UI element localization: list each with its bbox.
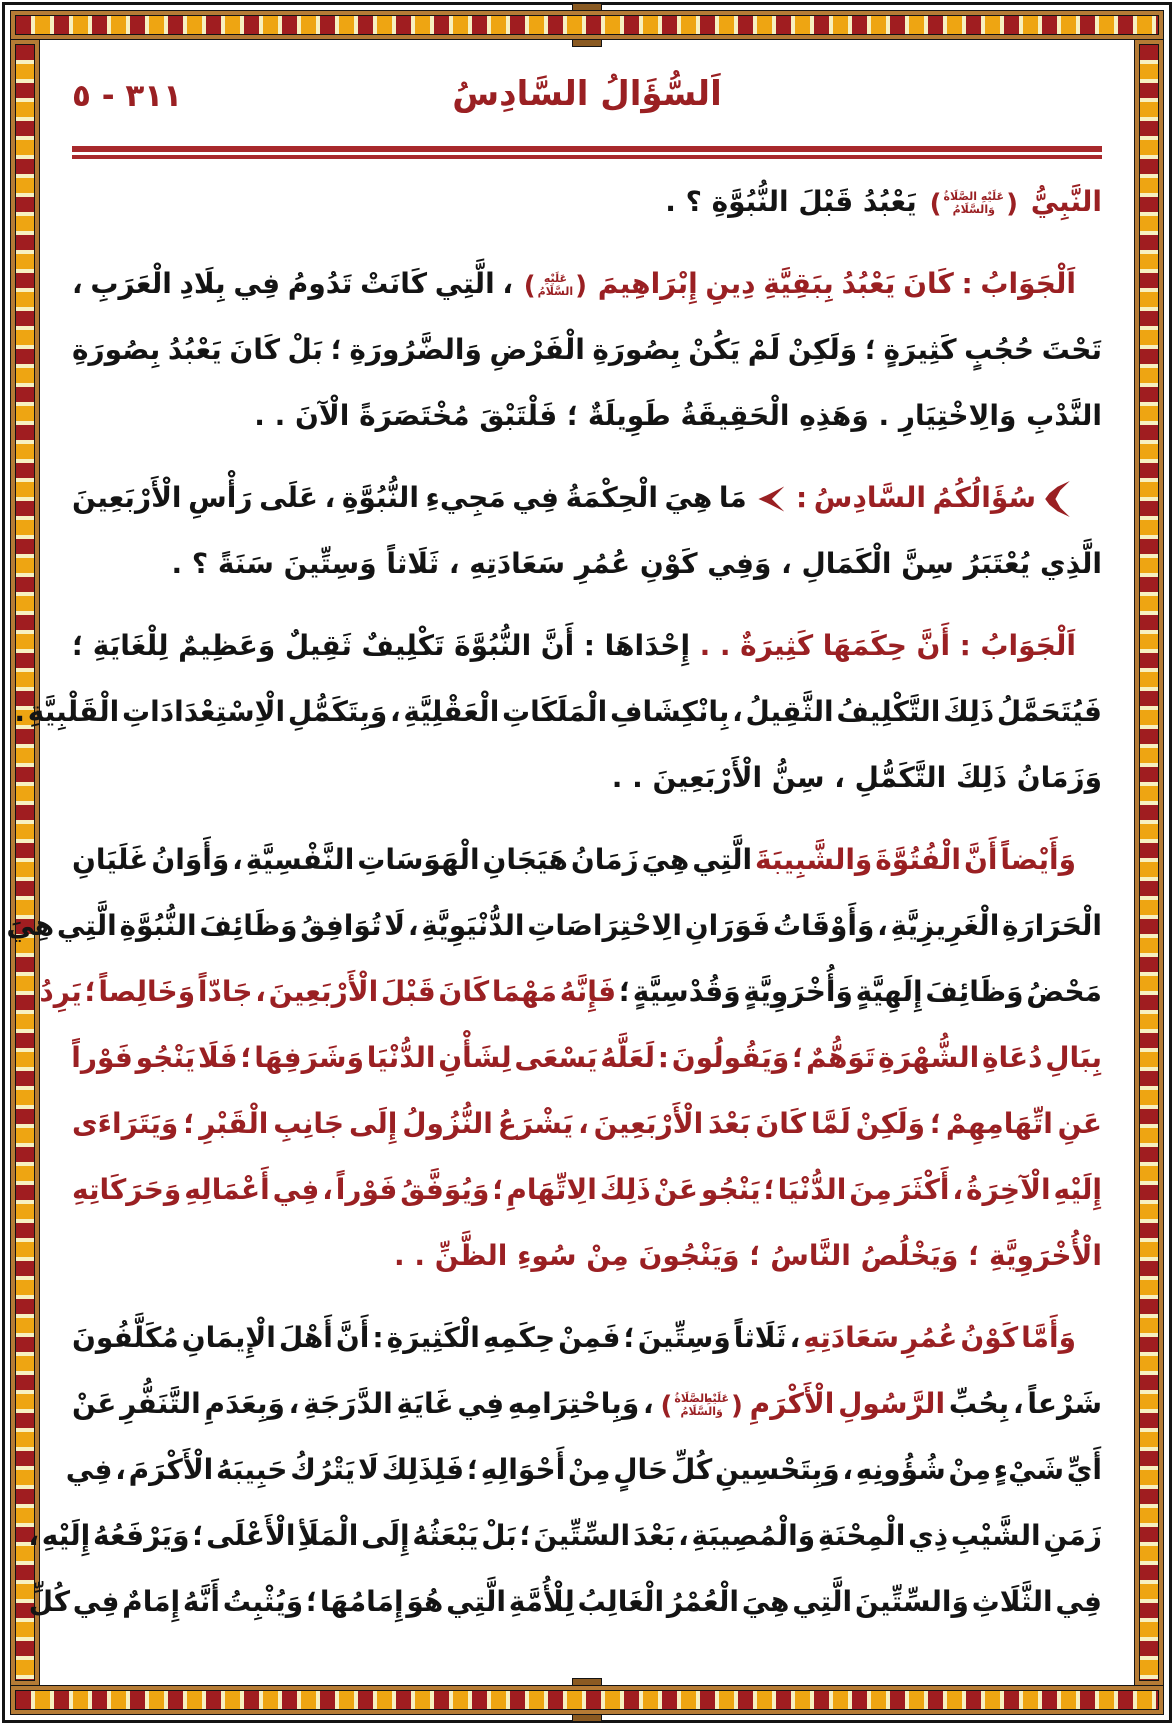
header-double-rule — [72, 146, 1102, 159]
honorific-stamp — [930, 170, 1018, 237]
text-segment: أَيِّ شَيْءٍ مِنْ شُؤُونِهِ ، وَبِتَحْسِينِ كُلِّ حَالٍ مِنْ أَحْوَالِهِ ؛ فَلِذَلِكَ لَا يَتْرُكُ حَبِيبَهُ الْأَكْرَمَ ، فِي — [65, 1453, 1102, 1486]
text-line — [72, 1305, 1102, 1371]
line-content — [72, 333, 1102, 366]
paragraph — [72, 251, 1102, 449]
text-line — [72, 613, 1102, 679]
body-text — [6, 169, 1102, 1635]
stamp-paren: ) — [523, 270, 536, 301]
text-segment: النَّدْبِ وَالِاخْتِيَارِ . وَهَذِهِ الْحَقِيقَةُ طَوِيلَةٌ ؛ فَلْتَبْقَ مُخْتَصَرَةً الْآنَ . . — [254, 399, 1102, 432]
paragraph — [72, 169, 1102, 235]
line-content — [394, 1239, 1102, 1272]
page-content — [6, 58, 1102, 1675]
text-line — [72, 1025, 1102, 1091]
text-segment: الْحَرَارَةِ الْغَرِيزِيَّةِ ، وَأَوْقَاتُ فَوَرَانِ الِاحْتِرَاصَاتِ الدُّنْيَوِيَّةِ ، لَا تُوَافِقُ وَظَائِفَ النُّبُوَّةِ الَّتِي هِيَ — [6, 909, 1102, 942]
stamp-paren: ( — [575, 270, 588, 301]
text-segment: بِبَالِ دُعَاةِ الشُّهْرَةِ تَوَهُّمٌ ؛ وَيَقُولُونَ : لَعَلَّهُ يَسْعَى لِشَأْنِ الدُّنْيَا وَشَرَفِهَا ؛ فَلَا يَنْجُو فَوْراً — [71, 1041, 1102, 1074]
ornamental-border-bottom — [10, 1685, 1164, 1715]
text-segment: زَمَنِ الشَّيْبِ ذِي الْمِحْنَةِ وَالْمُصِيبَةِ ، بَعْدَ السِّتِّينَ ؛ بَلْ يَبْعَثُهُ إِلَى الْمَلَأِ الْأَعْلَى ؛ وَيَرْفَعُهُ إِلَيْهِ ، — [28, 1519, 1102, 1552]
line-content — [39, 975, 1102, 1008]
text-segment: فَإِنَّهُ مَهْمَا كَانَ قَبْلَ الْأَرْبَعِينَ ، جَادّاً وَخَالِصاً ؛ يَرِدُ — [39, 975, 617, 1008]
line-content — [254, 399, 1102, 432]
stamp-text: عَلَيْهِ الصَّلَاةُ وَالسَّلَامُ — [943, 189, 1005, 216]
line-content — [612, 761, 1102, 794]
line-content — [172, 547, 1102, 580]
text-segment: مَا هِيَ الْحِكْمَةُ فِي مَجِيءِ النُّبُوَّةِ ، عَلَى رَأْسِ الْأَرْبَعِينَ — [72, 481, 754, 514]
text-line — [28, 1503, 1102, 1569]
text-line — [72, 827, 1102, 893]
line-content — [71, 1041, 1102, 1074]
text-line — [72, 1157, 1102, 1223]
stamp-paren: ( — [1006, 188, 1018, 219]
text-segment: عَنِ اتِّهَامِهِمْ ؛ وَلَكِنْ لَمَّا كَانَ بَعْدَ الْأَرْبَعِينَ ، يَشْرَعُ النُّزُولُ إِلَى جَانِبِ الْقَبْرِ ؛ وَيَتَرَاءَى — [72, 1107, 1102, 1140]
paragraph — [6, 827, 1102, 1289]
ornamental-border-top — [10, 10, 1164, 40]
text-line — [72, 251, 1102, 317]
text-segment: ، وَبِاحْتِرَامِهِ فِي غَايَةِ الدَّرَجَةِ ، وَبِعَدَمِ التَّنَفُّرِ عَنْ — [72, 1387, 658, 1420]
text-line — [39, 959, 1102, 1025]
line-content — [66, 1453, 1102, 1486]
line-content — [72, 629, 1076, 662]
line-content — [72, 1321, 1076, 1354]
stamp-text: عَلَيْهِ السَّلَامُ — [537, 271, 574, 298]
text-segment: مَحْضُ وَظَائِفَ إِلَهِيَّةٍ وَأُخْرَوِيَّةٍ وَقُدْسِيَّةٍ ؛ — [616, 975, 1102, 1008]
text-segment: شَرْعاً ، بِحُبِّ — [945, 1387, 1102, 1420]
text-segment: وَأَيْضاً أَنَّ الْفُتُوَّةَ وَالشَّبِيبَةَ — [752, 843, 1076, 876]
text-line — [72, 1371, 1102, 1437]
line-content — [72, 481, 1076, 514]
line-content — [72, 843, 1076, 876]
ornamental-border-right — [1134, 39, 1164, 1686]
text-line — [6, 893, 1102, 959]
text-segment: اَلْجَوَابُ : أَنَّ حِكَمَهَا كَثِيرَةٌ . . — [690, 629, 1076, 662]
text-line — [72, 745, 1102, 811]
honorific-stamp — [660, 1372, 742, 1439]
line-content — [665, 185, 1102, 218]
text-segment: الَّتِي هِيَ زَمَانُ هَيَجَانِ الْهَوَسَاتِ النَّفْسِيَّةِ ، وَأَوَانُ غَلَيَانِ — [72, 843, 753, 876]
text-segment: سُؤَالُكُمُ السَّادِسُ : — [789, 481, 1036, 514]
text-segment: فَيُتَحَمَّلُ ذَلِكَ التَّكْلِيفُ الثَّقِيلُ ، بِانْكِشَافِ الْمَلَكَاتِ الْعَقْلِيَّةِ ، وَبِتَكَمُّلِ الْاِسْتِعْدَادَاتِ الْقَلْبِيَّةِ . — [14, 695, 1102, 728]
text-line — [72, 531, 1102, 597]
text-line — [72, 465, 1102, 531]
border-chain-pattern — [15, 1690, 1159, 1710]
line-content — [72, 1173, 1102, 1206]
text-line — [72, 317, 1102, 383]
ornate-bracket-close-icon — [758, 484, 784, 514]
paragraph — [72, 465, 1102, 597]
border-chain-pattern — [15, 15, 1159, 35]
text-segment: الرَّسُولِ الْأَكْرَمِ — [745, 1387, 946, 1420]
text-segment: الْأُخْرَوِيَّةِ ؛ وَيَخْلُصُ النَّاسُ ؛ وَيَنْجُونَ مِنْ سُوءِ الظَّنِّ . . — [393, 1239, 1102, 1272]
text-segment: اَلْجَوَابُ : كَانَ يَعْبُدُ بِبَقِيَّةِ دِينِ إِبْرَاهِيمَ — [590, 267, 1076, 300]
paragraph — [28, 1305, 1102, 1635]
page-title: اَلسُّؤَالُ السَّادِسُ — [452, 74, 722, 114]
text-line — [65, 1437, 1102, 1503]
text-segment: تَحْتَ حُجُبٍ كَثِيرَةٍ ؛ وَلَكِنْ لَمْ يَكُنْ بِصُورَةِ الْفَرْضِ وَالضَّرُورَةِ ؛ بَلْ كَانَ يَعْبُدُ بِصُورَةِ — [72, 333, 1102, 366]
stamp-paren: ) — [929, 188, 942, 219]
page-header — [72, 58, 1102, 146]
text-segment: ، الَّتِي كَانَتْ تَدُومُ فِي بِلَادِ الْعَرَبِ ، — [72, 267, 521, 300]
line-content — [28, 1519, 1102, 1552]
stamp-text: عَلَيْهِ الصَّلَاةُ وَالسَّلَامُ — [674, 1391, 729, 1418]
text-segment: إِلَيْهِ الْآخِرَةُ ، أَكْثَرَ مِنَ الدُّنْيَا ؛ يَنْجُو عَنْ ذَلِكَ الِاتِّهَامِ ؛ وَيُوَفَّقُ فَوْراً ، فِي أَعْمَالِهِ وَحَرَكَاتِهِ — [71, 1173, 1102, 1206]
line-content — [6, 909, 1102, 942]
text-segment: إِحْدَاهَا : أَنَّ النُّبُوَّةَ تَكْلِيفٌ ثَقِيلٌ وَعَظِيمٌ لِلْغَايَةِ ؛ — [71, 629, 691, 662]
text-segment: ، ثَلَاثاً وَسِتِّينَ ؛ فَمِنْ حِكَمِهِ الْكَثِيرَةِ : أَنَّ أَهْلَ الْإِيمَانِ مُكَلَّفُونَ — [72, 1321, 801, 1354]
text-line — [72, 383, 1102, 449]
honorific-stamp — [524, 252, 587, 319]
border-chain-pattern — [15, 44, 35, 1681]
text-segment: النَّبِيُّ — [1020, 185, 1102, 218]
text-segment: وَزَمَانُ ذَلِكَ التَّكَمُّلِ ، سِنُّ الْأَرْبَعِينَ . . — [611, 761, 1102, 794]
line-content — [72, 267, 1076, 300]
text-segment: فِي الثَّلَاثِ وَالسِّتِّينَ الَّتِي هِيَ الْعُمْرُ الْغَالِبُ لِلْأُمَّةِ الَّتِي هُوَ إِمَامُهَا ؛ وَيُثْبِتُ أَنَّهُ إِمَامٌ فِي كُلِّ — [28, 1585, 1102, 1618]
text-line — [72, 1091, 1102, 1157]
line-content — [72, 1387, 1102, 1420]
line-content — [14, 695, 1102, 728]
page-number: ٣١١ - ٥ — [72, 78, 183, 114]
border-chain-pattern — [1139, 44, 1159, 1681]
stamp-paren: ( — [730, 1390, 743, 1421]
text-line — [72, 1223, 1102, 1289]
paragraph — [14, 613, 1102, 811]
ornate-bracket-open-icon — [1041, 481, 1071, 517]
text-line — [28, 1569, 1102, 1635]
text-line — [14, 679, 1102, 745]
stamp-paren: ) — [660, 1390, 673, 1421]
text-line — [72, 169, 1102, 235]
text-segment: يَعْبُدُ قَبْلَ النُّبُوَّةِ ؟ . — [665, 185, 927, 218]
text-segment: الَّذِي يُعْتَبَرُ سِنَّ الْكَمَالِ ، وَفِي كَوْنِ عُمُرِ سَعَادَتِهِ ، ثَلَاثاً وَسِتِّينَ سَنَةً ؟ . — [171, 547, 1102, 580]
line-content — [29, 1585, 1102, 1618]
text-segment: وَأَمَّا كَوْنُ عُمُرِ سَعَادَتِهِ — [800, 1321, 1076, 1354]
line-content — [72, 1107, 1102, 1140]
ornamental-border-left — [10, 39, 40, 1686]
